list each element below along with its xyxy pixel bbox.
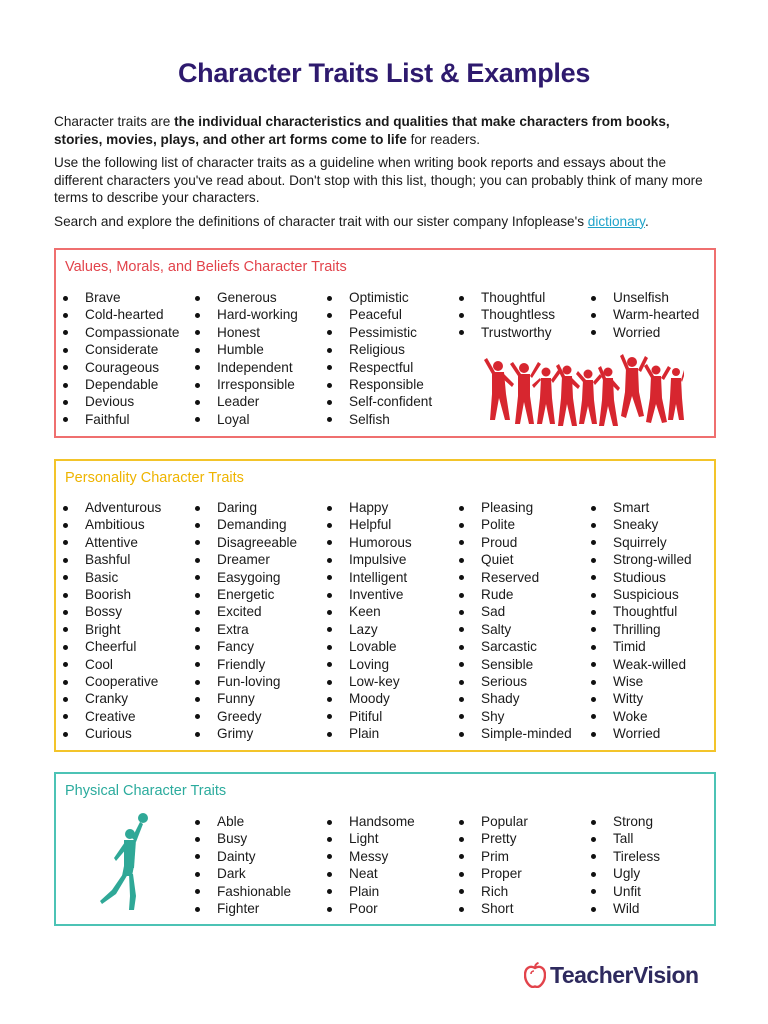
apple-icon [524, 962, 546, 988]
trait-item: Worried [590, 725, 692, 742]
dictionary-link[interactable]: dictionary [587, 213, 645, 229]
trait-item: Tall [590, 830, 660, 847]
trait-item: Boorish [62, 586, 161, 603]
trait-item: Timid [590, 638, 692, 655]
intro-paragraph-3 [54, 213, 714, 231]
trait-item: Busy [194, 830, 291, 847]
trait-item: Fighter [194, 900, 291, 917]
trait-item: Woke [590, 708, 692, 725]
trait-item: Rude [458, 586, 572, 603]
trait-item: Light [326, 830, 415, 847]
trait-item: Shy [458, 708, 572, 725]
trait-item: Creative [62, 708, 161, 725]
trait-item: Warm-hearted [590, 306, 699, 323]
trait-item: Witty [590, 690, 692, 707]
trait-item: Proper [458, 865, 528, 882]
trait-item: Neat [326, 865, 415, 882]
trait-column [62, 499, 161, 743]
basketball-player-illustration [94, 812, 156, 912]
intro-paragraph-2: Use the following list of character traits as a guideline when writing book reports and essays about the different characters you've read about. Don't stop with this list, though; you can probably think of many more terms to describe your characters. [54, 155, 703, 205]
trait-item: Studious [590, 569, 692, 586]
trait-item: Respectful [326, 359, 432, 376]
trait-item: Religious [326, 341, 432, 358]
trait-item: Loving [326, 656, 412, 673]
trait-column [326, 289, 432, 428]
trait-item: Brave [62, 289, 179, 306]
trait-item: Smart [590, 499, 692, 516]
intro-text: for readers. [406, 131, 481, 147]
trait-item: Helpful [326, 516, 412, 533]
trait-item: Reserved [458, 569, 572, 586]
trait-item: Lovable [326, 638, 412, 655]
trait-column [62, 289, 179, 428]
trait-item: Strong-willed [590, 551, 692, 568]
trait-item: Bashful [62, 551, 161, 568]
trait-item: Extra [194, 621, 297, 638]
trait-item: Polite [458, 516, 572, 533]
trait-item: Cooperative [62, 673, 161, 690]
trait-column [590, 289, 699, 341]
trait-item: Sneaky [590, 516, 692, 533]
trait-item: Peaceful [326, 306, 432, 323]
trait-item: Disagreeable [194, 534, 297, 551]
trait-column [194, 289, 298, 428]
trait-item: Curious [62, 725, 161, 742]
trait-item: Handsome [326, 813, 415, 830]
dancing-people-illustration [484, 354, 684, 430]
trait-item: Courageous [62, 359, 179, 376]
trait-item: Squirrely [590, 534, 692, 551]
trait-item: Unfit [590, 883, 660, 900]
teachervision-logo[interactable] [524, 959, 699, 991]
trait-item: Happy [326, 499, 412, 516]
trait-item: Sad [458, 603, 572, 620]
section-title: Personality Character Traits [65, 470, 244, 486]
trait-item: Inventive [326, 586, 412, 603]
trait-item: Unselfish [590, 289, 699, 306]
trait-item: Cool [62, 656, 161, 673]
trait-item: Sensible [458, 656, 572, 673]
trait-item: Fancy [194, 638, 297, 655]
trait-column [590, 499, 692, 743]
trait-column [458, 499, 572, 743]
trait-item: Greedy [194, 708, 297, 725]
trait-item: Short [458, 900, 528, 917]
trait-item: Worried [590, 324, 699, 341]
trait-item: Friendly [194, 656, 297, 673]
trait-item: Able [194, 813, 291, 830]
trait-item: Loyal [194, 411, 298, 428]
trait-item: Thoughtless [458, 306, 555, 323]
trait-item: Keen [326, 603, 412, 620]
logo-text: TeacherVision [550, 961, 699, 988]
trait-item: Thrilling [590, 621, 692, 638]
section-title: Values, Morals, and Beliefs Character Traits [65, 259, 347, 275]
trait-item: Popular [458, 813, 528, 830]
values-section [54, 248, 716, 438]
trait-item: Impulsive [326, 551, 412, 568]
trait-item: Leader [194, 393, 298, 410]
trait-column [326, 499, 412, 743]
trait-item: Serious [458, 673, 572, 690]
trait-column [458, 289, 555, 341]
trait-item: Fashionable [194, 883, 291, 900]
intro-text: . [644, 213, 649, 229]
trait-item: Considerate [62, 341, 179, 358]
trait-item: Basic [62, 569, 161, 586]
trait-column [458, 813, 528, 917]
trait-item: Messy [326, 848, 415, 865]
trait-item: Prim [458, 848, 528, 865]
trait-item: Dependable [62, 376, 179, 393]
trait-item: Thoughtful [458, 289, 555, 306]
trait-item: Quiet [458, 551, 572, 568]
trait-item: Cold-hearted [62, 306, 179, 323]
section-title: Physical Character Traits [65, 783, 227, 799]
trait-item: Pessimistic [326, 324, 432, 341]
trait-item: Ambitious [62, 516, 161, 533]
trait-item: Shady [458, 690, 572, 707]
intro-text: Search and explore the definitions of character trait with our sister company Infoplease's [54, 213, 588, 229]
trait-item: Lazy [326, 621, 412, 638]
trait-item: Fun-loving [194, 673, 297, 690]
trait-item: Honest [194, 324, 298, 341]
trait-item: Pleasing [458, 499, 572, 516]
intro-paragraph-1 [54, 113, 714, 148]
trait-item: Strong [590, 813, 660, 830]
trait-item: Trustworthy [458, 324, 555, 341]
trait-item: Sarcastic [458, 638, 572, 655]
trait-item: Dreamer [194, 551, 297, 568]
trait-item: Responsible [326, 376, 432, 393]
trait-item: Wise [590, 673, 692, 690]
trait-item: Independent [194, 359, 298, 376]
trait-item: Optimistic [326, 289, 432, 306]
intro-bold-text: the individual characteristics and qualities that make characters from books, stories, movies, plays, and other art forms come to life [54, 114, 670, 147]
trait-item: Humble [194, 341, 298, 358]
trait-item: Rich [458, 883, 528, 900]
trait-item: Generous [194, 289, 298, 306]
trait-item: Grimy [194, 725, 297, 742]
trait-column [194, 499, 297, 743]
trait-item: Thoughtful [590, 603, 692, 620]
trait-item: Plain [326, 883, 415, 900]
personality-section [54, 459, 716, 752]
trait-item: Humorous [326, 534, 412, 551]
trait-item: Plain [326, 725, 412, 742]
trait-item: Bright [62, 621, 161, 638]
trait-item: Cheerful [62, 638, 161, 655]
physical-section [54, 772, 716, 926]
trait-item: Self-confident [326, 393, 432, 410]
trait-item: Daring [194, 499, 297, 516]
trait-item: Demanding [194, 516, 297, 533]
trait-item: Hard-working [194, 306, 298, 323]
trait-item: Pretty [458, 830, 528, 847]
trait-item: Irresponsible [194, 376, 298, 393]
intro-text: Character traits are [54, 114, 175, 129]
trait-item: Easygoing [194, 569, 297, 586]
trait-item: Bossy [62, 603, 161, 620]
trait-item: Simple-minded [458, 725, 572, 742]
trait-column [326, 813, 415, 917]
trait-column [590, 813, 660, 917]
trait-item: Attentive [62, 534, 161, 551]
page-title: Character Traits List & Examples [177, 58, 591, 88]
trait-item: Adventurous [62, 499, 161, 516]
trait-item: Dark [194, 865, 291, 882]
trait-item: Devious [62, 393, 179, 410]
trait-item: Wild [590, 900, 660, 917]
trait-item: Compassionate [62, 324, 179, 341]
trait-item: Weak-willed [590, 656, 692, 673]
trait-item: Low-key [326, 673, 412, 690]
trait-item: Faithful [62, 411, 179, 428]
trait-item: Tireless [590, 848, 660, 865]
trait-column [194, 813, 291, 917]
trait-item: Poor [326, 900, 415, 917]
trait-item: Proud [458, 534, 572, 551]
trait-item: Dainty [194, 848, 291, 865]
trait-item: Energetic [194, 586, 297, 603]
trait-item: Suspicious [590, 586, 692, 603]
trait-item: Selfish [326, 411, 432, 428]
trait-item: Pitiful [326, 708, 412, 725]
trait-item: Salty [458, 621, 572, 638]
trait-item: Intelligent [326, 569, 412, 586]
trait-item: Funny [194, 690, 297, 707]
trait-item: Cranky [62, 690, 161, 707]
trait-item: Ugly [590, 865, 660, 882]
trait-item: Moody [326, 690, 412, 707]
intro [54, 113, 714, 236]
trait-item: Excited [194, 603, 297, 620]
